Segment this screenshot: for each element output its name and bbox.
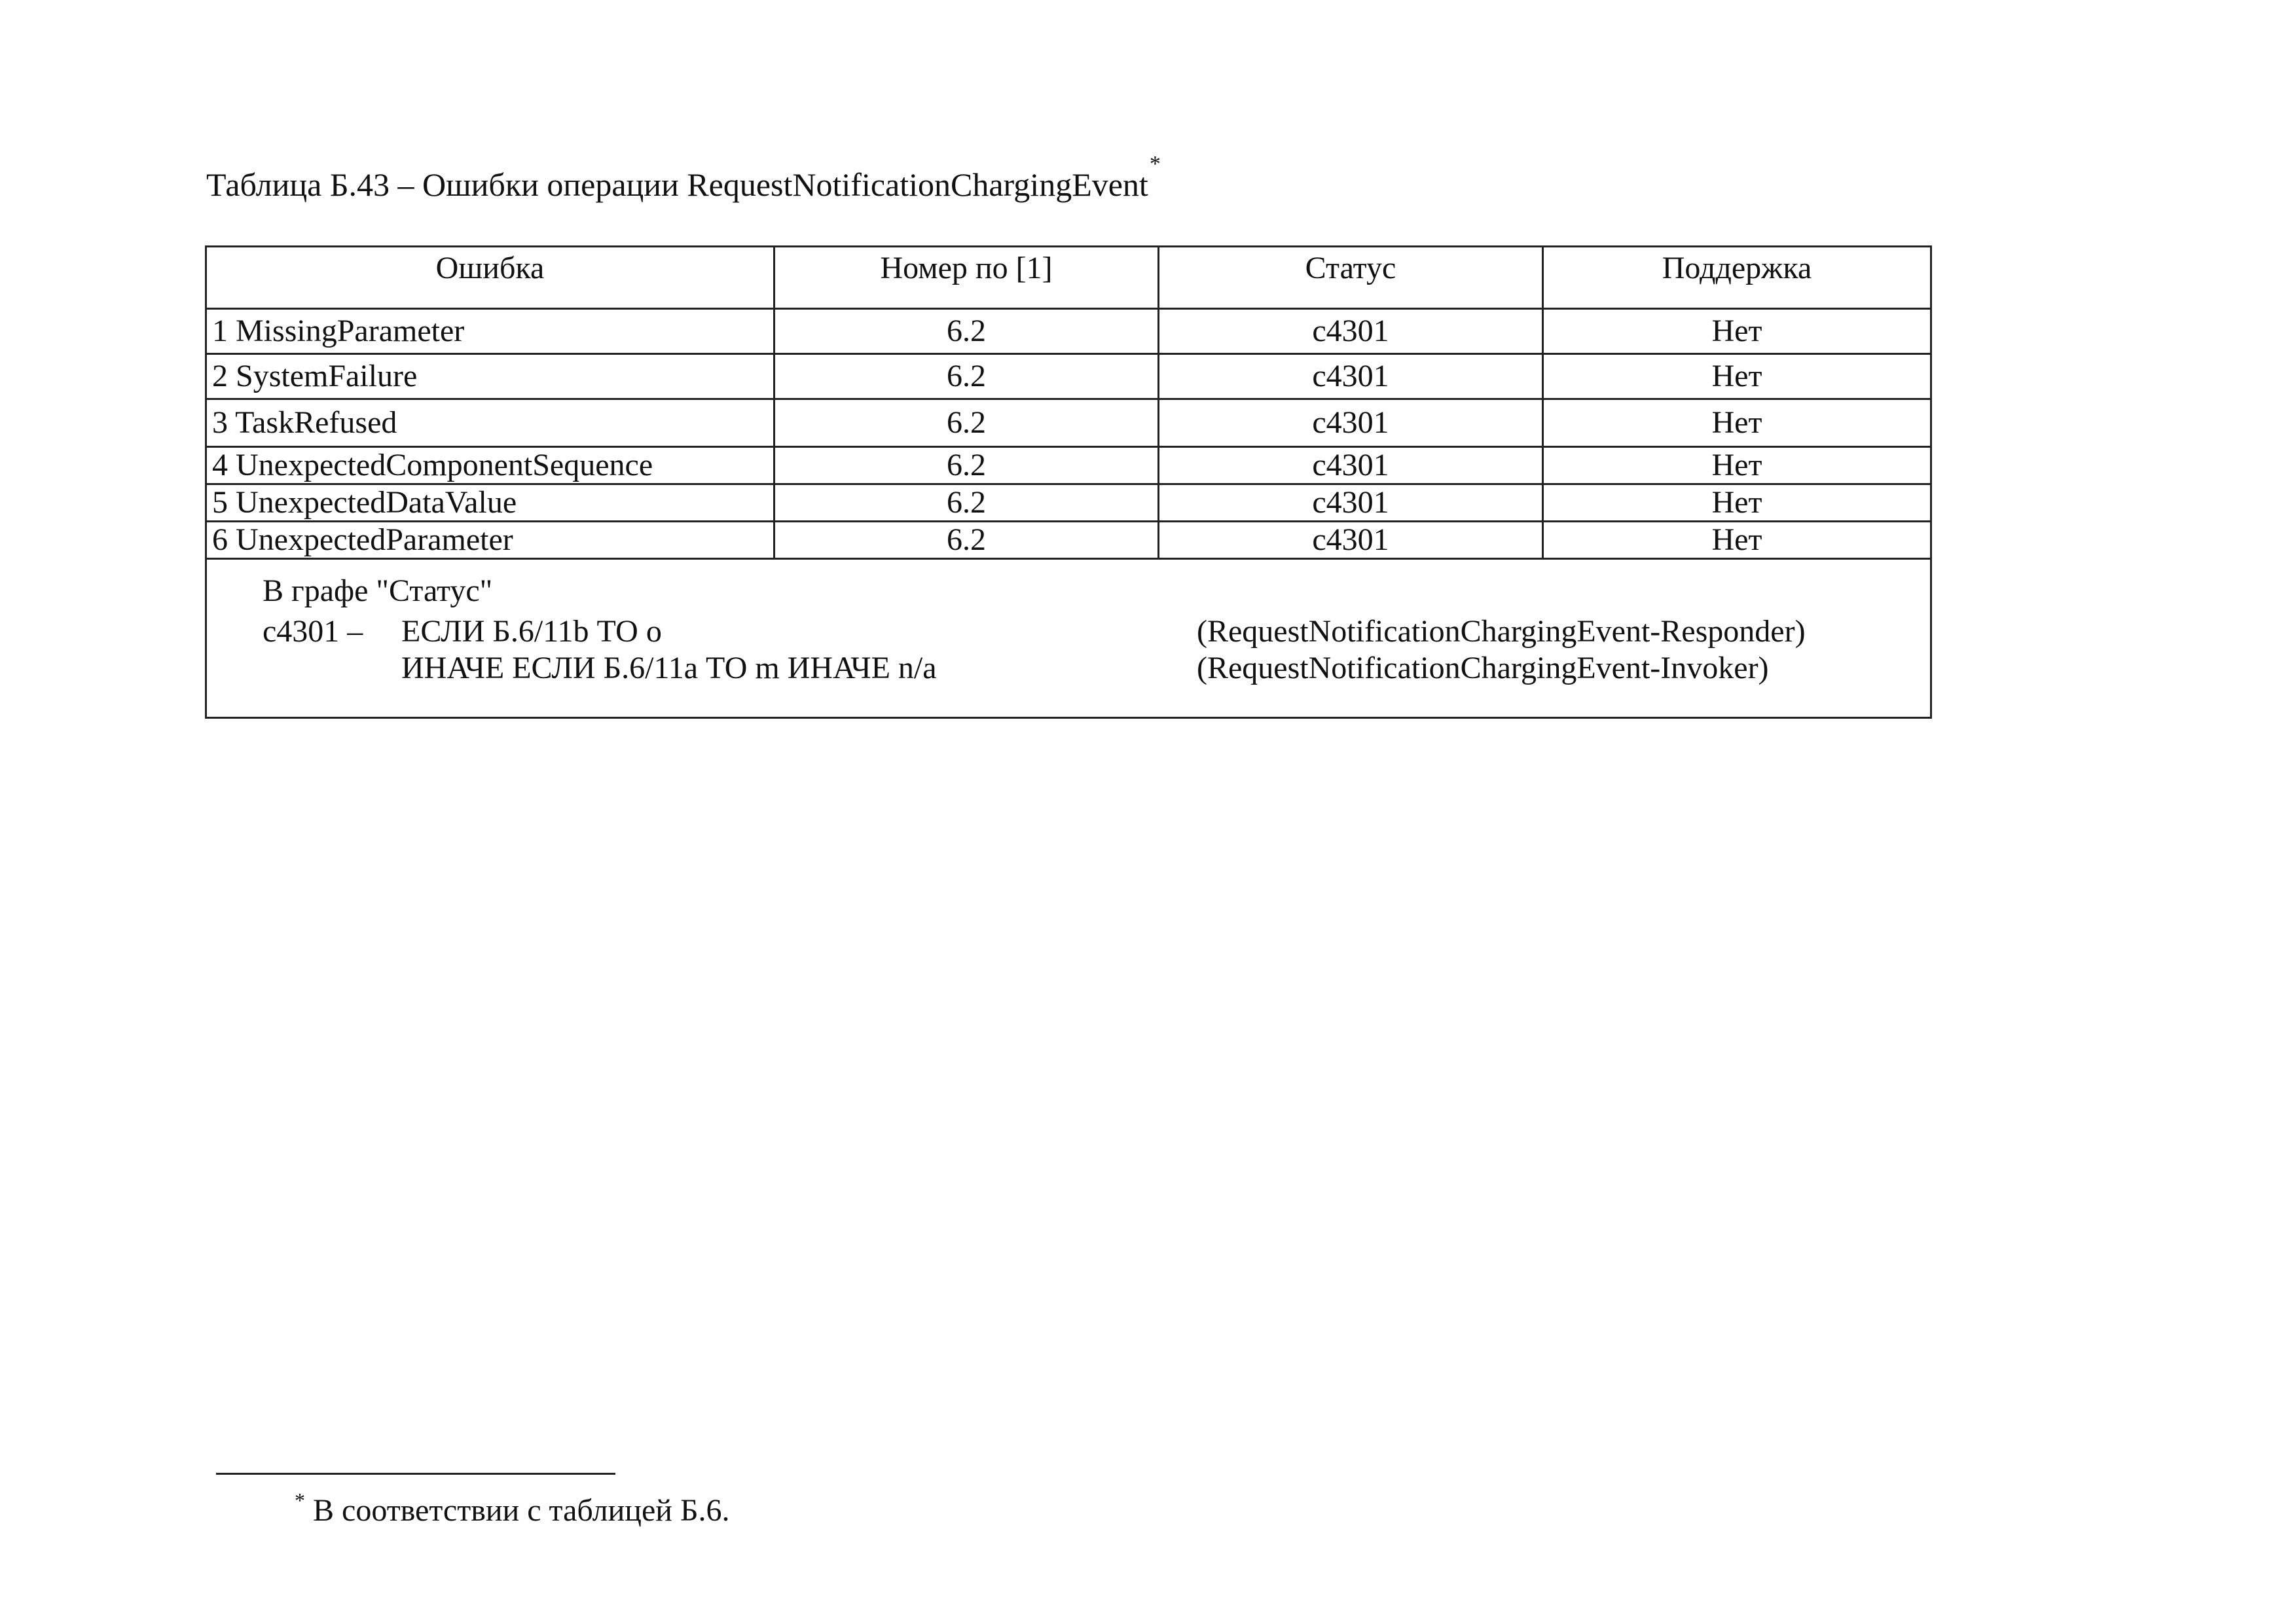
cell-number: 6.2	[774, 309, 1159, 354]
cell-support: Нет	[1543, 399, 1931, 447]
table-row	[206, 309, 1931, 354]
header-support: Поддержка	[1543, 247, 1931, 309]
cell-status: c4301	[1159, 399, 1543, 447]
cell-number: 6.2	[774, 354, 1159, 399]
cell-support: Нет	[1543, 447, 1931, 484]
cell-number: 6.2	[774, 484, 1159, 522]
table-header-row	[206, 247, 1931, 309]
table-row	[206, 484, 1931, 522]
footnote-marker: *	[295, 1489, 305, 1512]
header-error: Ошибка	[206, 247, 774, 309]
cell-error: 5 UnexpectedDataValue	[206, 484, 774, 522]
note-status-code: c4301 –	[263, 614, 363, 649]
table-row	[206, 354, 1931, 399]
cell-error: 2 SystemFailure	[206, 354, 774, 399]
table-row	[206, 399, 1931, 447]
table-note-row	[206, 559, 1931, 718]
caption-text: Таблица Б.43 – Ошибки операции RequestNotificationChargingEvent	[206, 166, 1148, 203]
cell-support: Нет	[1543, 354, 1931, 399]
cell-status: c4301	[1159, 484, 1543, 522]
note-heading: В графе "Статус"	[263, 573, 493, 608]
cell-support: Нет	[1543, 484, 1931, 522]
cell-status: c4301	[1159, 447, 1543, 484]
note-condition-2: ИНАЧЕ ЕСЛИ Б.6/11a ТО m ИНАЧЕ n/a	[401, 651, 937, 685]
note-condition-1: ЕСЛИ Б.6/11b ТО o	[401, 614, 662, 649]
cell-support: Нет	[1543, 522, 1931, 559]
cell-status: c4301	[1159, 522, 1543, 559]
cell-error: 3 TaskRefused	[206, 399, 774, 447]
table-caption	[206, 152, 1161, 209]
footnote-separator	[216, 1473, 615, 1475]
cell-number: 6.2	[774, 522, 1159, 559]
header-status: Статус	[1159, 247, 1543, 309]
cell-number: 6.2	[774, 399, 1159, 447]
footnote-text: В соответствии с таблицей Б.6.	[313, 1493, 730, 1528]
errors-table	[205, 245, 1932, 719]
note-role-2: (RequestNotificationChargingEvent-Invoker)	[1197, 651, 1769, 685]
cell-error: 6 UnexpectedParameter	[206, 522, 774, 559]
header-number: Номер по [1]	[774, 247, 1159, 309]
table-row	[206, 447, 1931, 484]
note-role-1: (RequestNotificationChargingEvent-Responder)	[1197, 614, 1806, 649]
cell-status: c4301	[1159, 354, 1543, 399]
table-row	[206, 522, 1931, 559]
footnote	[295, 1489, 730, 1528]
caption-footnote-marker: *	[1149, 152, 1161, 176]
cell-number: 6.2	[774, 447, 1159, 484]
cell-error: 4 UnexpectedComponentSequence	[206, 447, 774, 484]
cell-error: 1 MissingParameter	[206, 309, 774, 354]
cell-support: Нет	[1543, 309, 1931, 354]
cell-status: c4301	[1159, 309, 1543, 354]
table-note-cell	[206, 559, 1931, 718]
status-note	[207, 574, 1930, 712]
